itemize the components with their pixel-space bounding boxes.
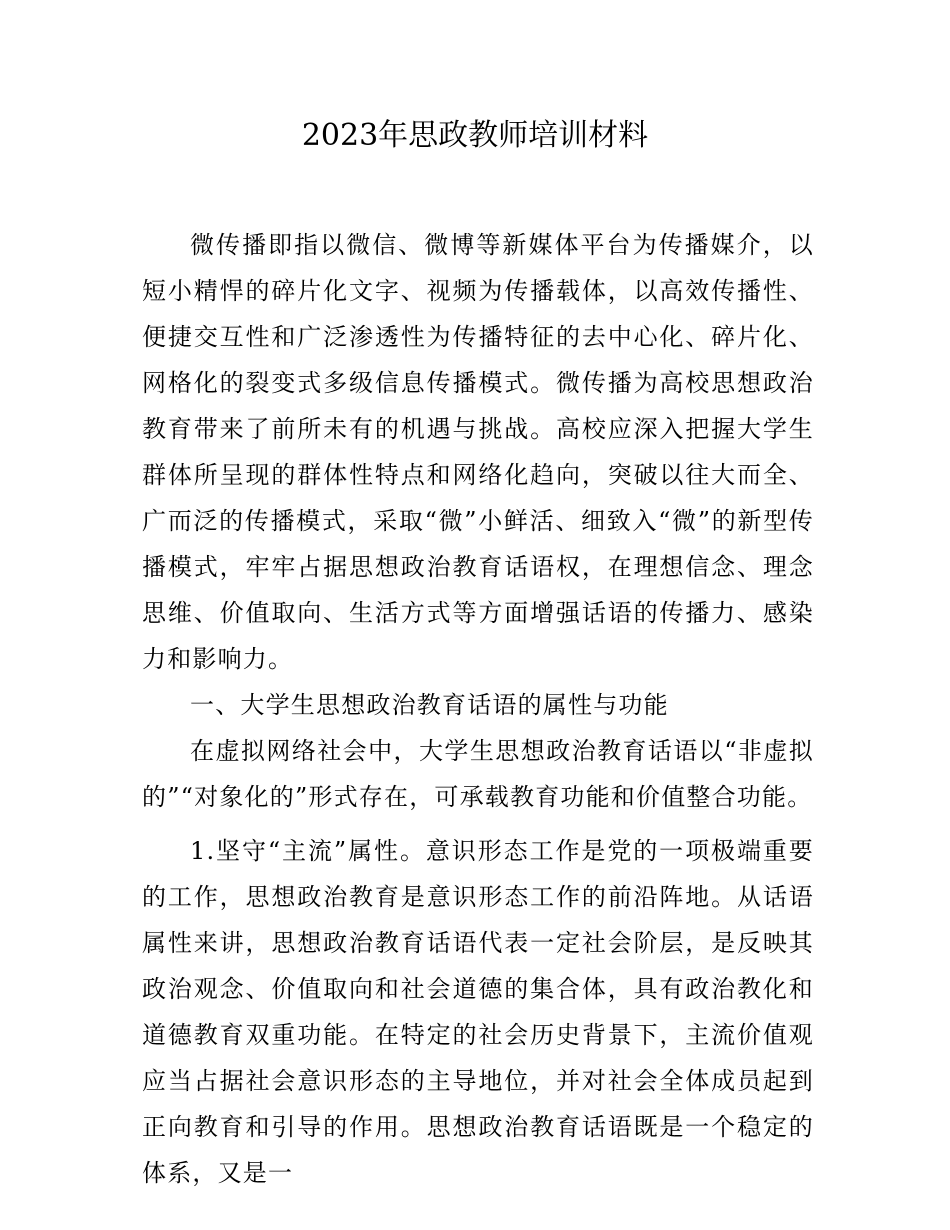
paragraph-intro: 微传播即指以微信、微博等新媒体平台为传播媒介，以短小精悍的碎片化文字、视频为传播载体，以高效传播性、便捷交互性和广泛渗透性为传播特征的去中心化、碎片化、网格化的裂变式多级信息传播模式。微传播为高校思想政治教育带来了前所未有的机遇与挑战。高校应深入把握大学生群体所呈现的群体性特点和网络化趋向，突破以往大而全、广而泛的传播模式，采取“微”小鲜活、细致入“微”的新型传播模式，牢牢占据思想政治教育话语权，在理想信念、理念思维、价值取向、生活方式等方面增强话语的传播力、感染力和影响力。 (142, 231, 814, 673)
document-title: 2023年思政教师培训材料 (301, 118, 649, 153)
document-body (142, 222, 814, 1196)
section-heading-1: 一、大学生思想政治教育话语的属性与功能 (190, 691, 669, 719)
paragraph-section-1-intro: 在虚拟网络社会中，大学生思想政治教育话语以“非虚拟的”“对象化的”形式存在，可承载教育功能和价值整合功能。 (142, 737, 814, 811)
paragraph-point-1: 1.坚守“主流”属性。意识形态工作是党的一项极端重要的工作，思想政治教育是意识形态工作的前沿阵地。从话语属性来讲，思想政治教育话语代表一定社会阶层，是反映其政治观念、价值取向和社会道德的集合体，具有政治教化和道德教育双重功能。在特定的社会历史背景下，主流价值观应当占据社会意识形态的主导地位，并对社会全体成员起到正向教育和引导的作用。思想政治教育话语既是一个稳定的体系，又是一 (142, 837, 814, 1187)
